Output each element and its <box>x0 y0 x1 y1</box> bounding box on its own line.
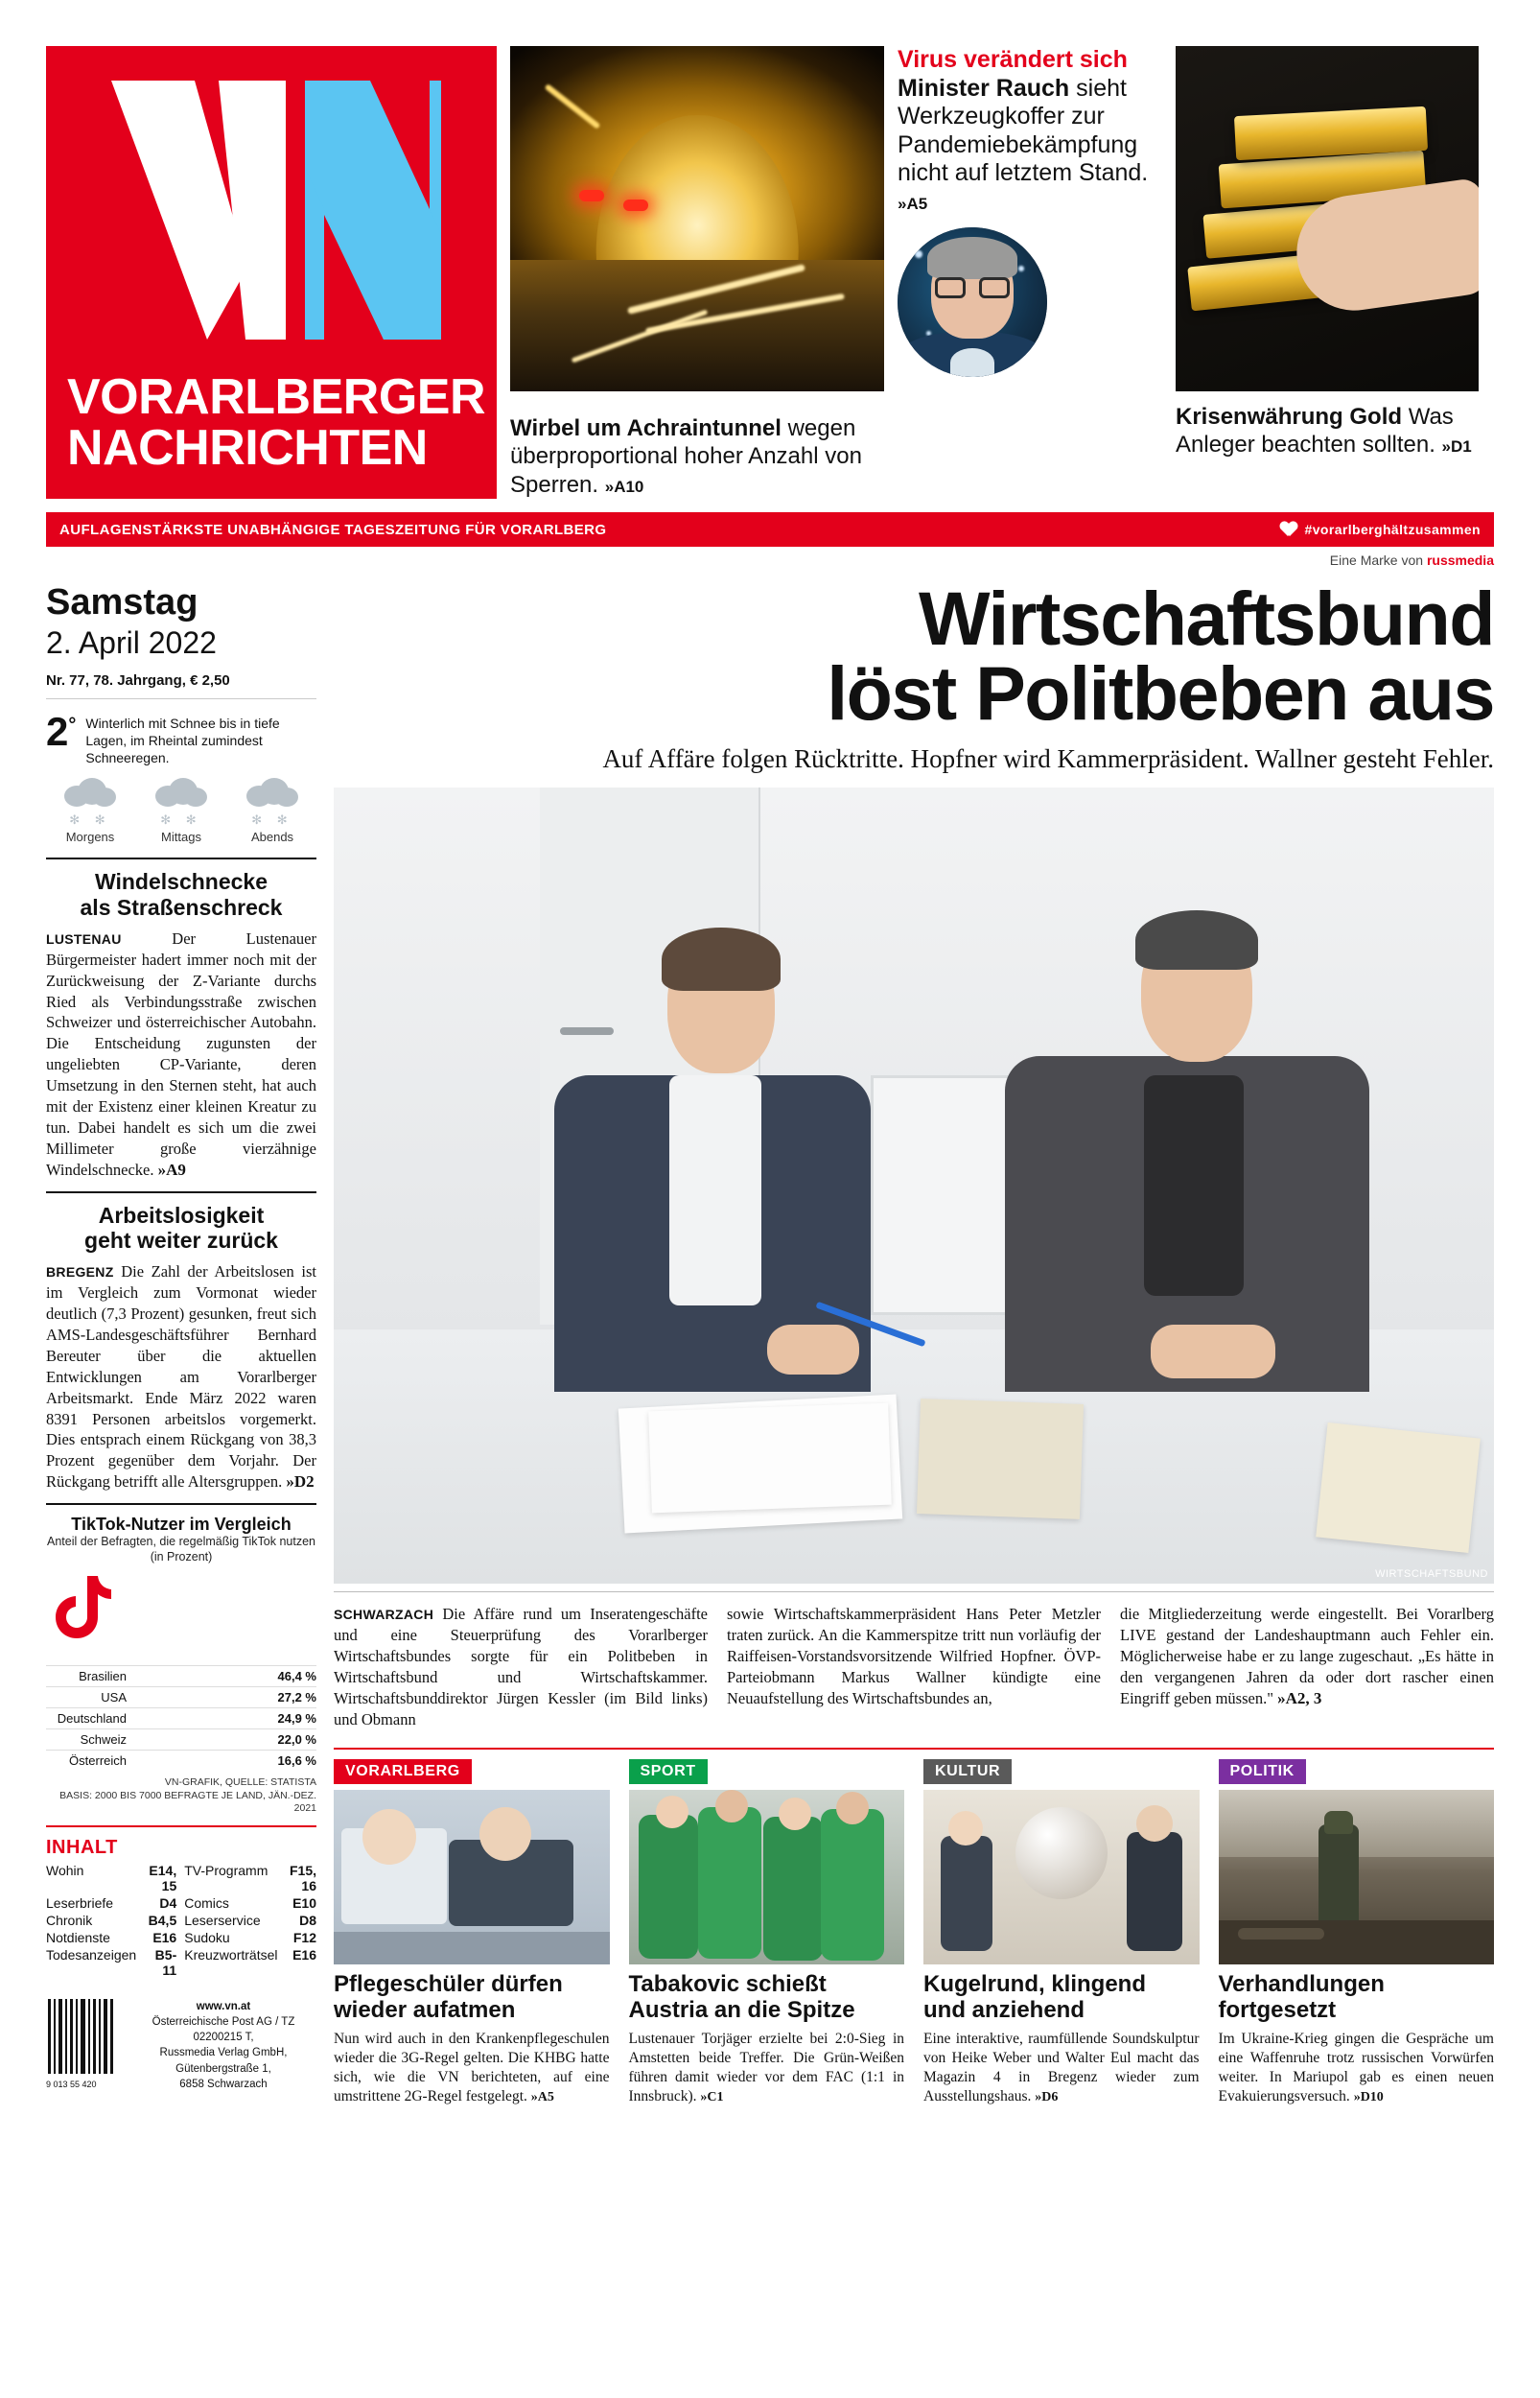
tunnel-caption[interactable] <box>510 414 884 499</box>
weather-widget[interactable] <box>46 709 316 767</box>
minister-headline-rest: sieht Werkzeugkoffer zur Pandemiebekämpfung nicht auf letztem Stand. <box>898 74 1149 186</box>
publisher-name: russmedia <box>1426 552 1494 568</box>
page-body <box>46 574 1494 2106</box>
heart-icon <box>1280 522 1297 537</box>
story-col3-text: die Mitgliederzeitung werde eingestellt. Bei Vorarlberg LIVE gestand der Landeshauptmann auch Fehler ein. Möglicherweise habe er zu lange zugeschaut. „Es hätte in den vergangenen Jahren da oder dort rascher einen Eingriff geben müssen." <box>1120 1605 1494 1708</box>
weather-slot-label: Mittags <box>161 830 201 845</box>
chart-row <box>46 1665 316 1686</box>
toc-item-page: F12 <box>292 1930 316 1946</box>
teaser-headline-line1: Verhandlungen <box>1218 1971 1385 1998</box>
toc-item-label[interactable]: Comics <box>184 1895 229 1912</box>
brief-text: Die Zahl der Arbeitslosen ist im Vergleich zum Vormonat wieder deutlich (7,3 Prozent) gesunken, freut sich AMS-Landesgeschäftsführer Bernhard Bereuter über die aktuellen Entwicklungen am Vorarlberger Arbeitsmarkt. Ende März 2022 waren 8391 Personen arbeitslos vorgemerkt. Dies entsprach einem Rückgang von 38,3 Prozent gegenüber dem Vorjahr. Der Rückgang betrifft alle Altersgruppen. <box>46 1261 316 1492</box>
weather-slots <box>46 776 316 844</box>
teaser-tag: POLITIK <box>1219 1759 1306 1784</box>
teaser-ref[interactable]: »A5 <box>530 2090 554 2105</box>
chart-source-line2: BASIS: 2000 BIS 7000 BEFRAGTE JE LAND, JÄN.-DEZ. 2021 <box>59 1789 316 1815</box>
teaser-image[interactable] <box>629 1790 905 1964</box>
chart-value: 27,2 % <box>277 1690 316 1705</box>
teaser-headline-line1: Pflegeschüler dürfen <box>334 1971 563 1998</box>
campaign-hashtag-text: #vorarlberghältzusammen <box>1304 522 1481 537</box>
teaser-ref[interactable]: »D6 <box>1035 2090 1059 2105</box>
toc-item-label[interactable]: TV-Programm <box>184 1863 268 1879</box>
teaser-text: Nun wird auch in den Krankenpflegeschulen wieder die 3G-Regel gelten. Die KHBG hatte sich, wie die VN berichteten, auf eine umstrittene 2G-Regel festgelegt. <box>334 2030 610 2105</box>
story-column-3 <box>1120 1604 1494 1730</box>
publisher-prefix: Eine Marke von <box>1329 552 1427 568</box>
teaser-body <box>1219 2030 1495 2107</box>
teaser-headline <box>1219 1972 1495 2024</box>
brief-windelschnecke[interactable] <box>46 869 316 1181</box>
chart-category: Brasilien <box>79 1669 127 1684</box>
teaser-text: Eine interaktive, raumfüllende Soundskulptur von Heike Weber und Walter Eul macht das Magazin 4 in Bregenz wieder zum Ausstellungshaus. <box>923 2030 1200 2105</box>
toc-item-page: F15, 16 <box>289 1863 316 1894</box>
masthead-right <box>1176 46 1479 499</box>
publisher-line <box>46 547 1494 568</box>
imprint-line2: Russmedia Verlag GmbH, Gütenbergstraße 1, <box>159 2047 288 2075</box>
brand-line-2: NACHRICHTEN <box>67 419 428 476</box>
teaser-image[interactable] <box>334 1790 610 1964</box>
snowflakes: ✻ ✻ <box>69 812 111 828</box>
campaign-hashtag <box>1280 522 1481 537</box>
brief-text: Der Lustenauer Bürgermeister hadert immer noch mit der Zurückweisung der Z-Variante durchs Ried als Verbindungsstraße zwischen Schweizer und österreichischer Autobahn. Die Entscheidung zugunsten der ungeliebten CP-Variante, deren Umsetzung in den Sternen steht, hat auch mit der Existenz einer kleinen Kreatur zu tun. Dabei handelt es sich um die zwei Millimeter große vierzähnige Windelschnecke. <box>46 929 316 1180</box>
main-headline-line1: Wirtschaftsbund <box>918 576 1494 661</box>
teaser-tag: KULTUR <box>923 1759 1012 1784</box>
brief-body <box>46 1261 316 1493</box>
chart-row <box>46 1707 316 1728</box>
weather-slot <box>46 776 134 844</box>
masthead <box>46 0 1494 499</box>
vn-logo-words <box>67 368 497 476</box>
snowflakes: ✻ ✻ <box>251 812 293 828</box>
main-photo[interactable] <box>334 788 1494 1584</box>
chart-category: Schweiz <box>80 1732 127 1748</box>
tunnel-photo[interactable] <box>510 46 884 391</box>
teaser-body <box>923 2030 1200 2107</box>
teaser-vorarlberg[interactable] <box>334 1759 610 2106</box>
vn-logo <box>46 46 497 499</box>
gold-photo[interactable] <box>1176 46 1479 391</box>
minister-portrait[interactable] <box>898 227 1047 377</box>
teaser-headline <box>629 1972 905 2024</box>
main-story-text <box>334 1604 1494 1730</box>
gold-ref[interactable]: »D1 <box>1441 437 1472 457</box>
teaser-headline-line2: und anziehend <box>923 1996 1085 2023</box>
minister-headline <box>898 75 1162 217</box>
chart-subtitle: Anteil der Befragten, die regelmäßig TikTok nutzen (in Prozent) <box>46 1534 315 1563</box>
photo-credit: WIRTSCHAFTSBUND <box>1375 1568 1488 1581</box>
toc-item-page: D4 <box>159 1895 177 1912</box>
main-headline-line2: löst Politbeben aus <box>827 650 1494 737</box>
cloud-snow-icon <box>152 776 211 809</box>
toc-item-page: E14, 15 <box>149 1863 177 1894</box>
chart-value: 22,0 % <box>277 1732 316 1748</box>
teaser-headline <box>923 1972 1200 2024</box>
toc-item-page: B5-11 <box>154 1947 177 1979</box>
teaser-text: Lustenauer Torjäger erzielte bei 2:0-Sieg in Amstetten beide Treffer. Die Grün-Weißen führen damit wieder vor dem FAC (1:1 in Innsbruck). <box>628 2030 904 2105</box>
cloud-snow-icon <box>60 776 120 809</box>
brief-headline-line1: Arbeitslosigkeit <box>98 1202 265 1228</box>
vn-logo-mark <box>104 71 449 349</box>
teaser-image[interactable] <box>923 1790 1200 1964</box>
tunnel-caption-bold: Wirbel um Achraintunnel <box>510 415 782 442</box>
weather-temperature: 2° <box>46 708 77 754</box>
tunnel-ref[interactable]: »A10 <box>604 477 644 496</box>
left-column <box>46 574 316 2106</box>
teaser-sport[interactable] <box>629 1759 905 2106</box>
weather-slot <box>137 776 225 844</box>
dateline: SCHWARZACH <box>334 1607 434 1623</box>
brand-line-1: VORARLBERGER <box>67 368 486 425</box>
imprint-line3: 6858 Schwarzach <box>179 2078 268 2090</box>
issue-info: Nr. 77, 78. Jahrgang, € 2,50 <box>46 671 230 689</box>
toc-list <box>46 1863 316 1978</box>
teaser-ref[interactable]: »C1 <box>700 2090 724 2105</box>
teaser-kultur[interactable] <box>923 1759 1200 2106</box>
chart-row <box>46 1686 316 1707</box>
chart-row <box>46 1750 316 1771</box>
toc-title: INHALT <box>46 1837 118 1859</box>
minister-teaser[interactable] <box>898 46 1162 403</box>
toc-item-label[interactable]: Todesanzeigen <box>46 1947 137 1963</box>
teaser-headline-line1: Kugelrund, klingend <box>923 1971 1146 1998</box>
tagline-bar <box>46 512 1494 547</box>
toc-item-label[interactable]: Leserbriefe <box>46 1895 114 1912</box>
teaser-politik[interactable] <box>1219 1759 1495 2106</box>
teaser-image[interactable] <box>1219 1790 1495 1964</box>
teaser-headline-line2: wieder aufatmen <box>334 1996 516 2023</box>
brief-headline-line2: als Straßenschreck <box>80 895 283 921</box>
toc-item-label[interactable]: Notdienste <box>46 1930 110 1946</box>
teaser-headline-line2: fortgesetzt <box>1218 1996 1337 2023</box>
teaser-tag: SPORT <box>629 1759 708 1784</box>
bottom-teasers <box>334 1759 1494 2106</box>
story-ref[interactable]: »A2, 3 <box>1277 1689 1322 1708</box>
brief-ref[interactable]: »A9 <box>157 1161 186 1180</box>
brief-headline-line1: Windelschnecke <box>94 869 268 895</box>
teaser-text: Im Ukraine-Krieg gingen die Gespräche um eine Waffenruhe trotz russischen Vorwürfen weiter. In Mariupol gab es einen neuen Evakuierungsversuch. <box>1218 2030 1494 2105</box>
gold-caption-bold: Krisenwährung Gold <box>1176 404 1403 430</box>
teaser-ref[interactable]: »D10 <box>1353 2090 1384 2105</box>
cloud-snow-icon <box>243 776 302 809</box>
imprint-text <box>130 1999 316 2092</box>
barcode <box>46 1999 119 2090</box>
story-col2-text: sowie Wirtschaftskammerpräsident Hans Peter Metzler traten zurück. An die Kammerspitze tritt nun vorläufig der Raiffeisen-Vorstandsvorsitzende Wilfried Hopfner. ÖVP-Parteiobmann Markus Wallner kündigte eine Neuaufstellung des Wirtschaftsbundes an, <box>727 1605 1101 1708</box>
brief-headline <box>46 1203 316 1254</box>
main-column <box>334 574 1494 2106</box>
toc-item-page: B4,5 <box>148 1913 177 1929</box>
chart-source-line1: VN-GRAFIK, QUELLE: STATISTA <box>164 1776 316 1789</box>
toc-item-label[interactable]: Chronik <box>46 1913 93 1929</box>
minister-ref[interactable]: »A5 <box>898 194 928 213</box>
minister-kicker: Virus verändert sich <box>898 46 1128 73</box>
dateline: LUSTENAU <box>46 930 122 947</box>
chart-value: 24,9 % <box>277 1711 316 1727</box>
teaser-body <box>334 2030 610 2107</box>
snowflakes: ✻ ✻ <box>160 812 202 828</box>
barcode-number: 9 013 55 420 <box>46 2080 97 2090</box>
weekday: Samstag <box>46 582 198 623</box>
date: 2. April 2022 <box>46 624 217 660</box>
teaser-headline-line2: Austria an die Spitze <box>628 1996 855 2023</box>
brief-ref[interactable]: »D2 <box>286 1472 315 1492</box>
weather-text: Winterlich mit Schnee bis in tiefe Lagen, im Rheintal zumindest Schneeregen. <box>85 715 280 766</box>
toc-item-label[interactable]: Sudoku <box>184 1930 230 1946</box>
toc-item-page: D8 <box>299 1913 316 1929</box>
toc-item-label[interactable]: Kreuzworträtsel <box>184 1947 278 1963</box>
chart-row <box>46 1728 316 1750</box>
story-col1-text: Die Affäre rund um Inseratengeschäfte und eine Steuerprüfung des Vorarlberger Wirtschaftsbundes sorgte für ein Politbeben in Wirtschaftsbund und Wirtschaftskammer. Wirtschaftsbunddirektor Jürgen Kessler (im Bild links) und Obmann <box>334 1605 708 1729</box>
masthead-middle <box>510 46 1162 499</box>
tagline-text: AUFLAGENSTÄRKSTE UNABHÄNGIGE TAGESZEITUNG FÜR VORARLBERG <box>59 521 607 538</box>
tunnel-caption-rest: wegen überproportional hoher Anzahl von Sperren. <box>510 415 862 498</box>
chart-category: USA <box>101 1690 127 1705</box>
brief-body <box>46 929 316 1182</box>
weather-slot <box>228 776 316 844</box>
teaser-headline <box>334 1972 610 2024</box>
chart-category: Deutschland <box>57 1711 127 1727</box>
footer-imprint <box>46 1999 316 2092</box>
website-url[interactable]: www.vn.at <box>196 2001 251 2013</box>
imprint-line1: Österreichische Post AG / TZ 02200215 T, <box>152 2016 295 2044</box>
minister-headline-bold: Minister Rauch <box>898 74 1070 102</box>
chart-source <box>46 1776 316 1816</box>
chart-category: Österreich <box>69 1753 127 1769</box>
teaser-tag: VORARLBERG <box>334 1759 472 1784</box>
chart-value: 16,6 % <box>277 1753 316 1769</box>
gold-caption-rest: Was Anleger beachten sollten. <box>1176 404 1454 458</box>
brief-headline <box>46 869 316 920</box>
toc-item-label[interactable]: Wohin <box>46 1863 84 1879</box>
toc-item-page: E10 <box>292 1895 316 1912</box>
teaser-body <box>629 2030 905 2107</box>
teaser-headline-line1: Tabakovic schießt <box>628 1971 827 1998</box>
weather-slot-label: Abends <box>250 830 294 845</box>
tiktok-logo-icon <box>46 1572 115 1651</box>
brief-headline-line2: geht weiter zurück <box>84 1228 278 1254</box>
toc-item-page: E16 <box>292 1947 316 1963</box>
story-column-1 <box>334 1604 708 1730</box>
brief-arbeitslosigkeit[interactable] <box>46 1203 316 1493</box>
chart-title: TikTok-Nutzer im Vergleich <box>71 1514 292 1534</box>
tiktok-chart <box>46 1515 316 1816</box>
toc-item-label[interactable]: Leserservice <box>184 1913 261 1929</box>
toc-item-page: E16 <box>152 1930 177 1946</box>
main-subheadline: Auf Affäre folgen Rücktritte. Hopfner wird Kammerpräsident. Wallner gesteht Fehler. <box>602 744 1494 774</box>
chart-rows <box>46 1665 316 1771</box>
story-column-2 <box>727 1604 1101 1730</box>
dateline: BREGENZ <box>46 1263 114 1280</box>
main-headline <box>334 576 1494 737</box>
chart-value: 46,4 % <box>277 1669 316 1684</box>
weather-slot-label: Morgens <box>65 830 115 845</box>
gold-caption[interactable] <box>1176 403 1479 459</box>
